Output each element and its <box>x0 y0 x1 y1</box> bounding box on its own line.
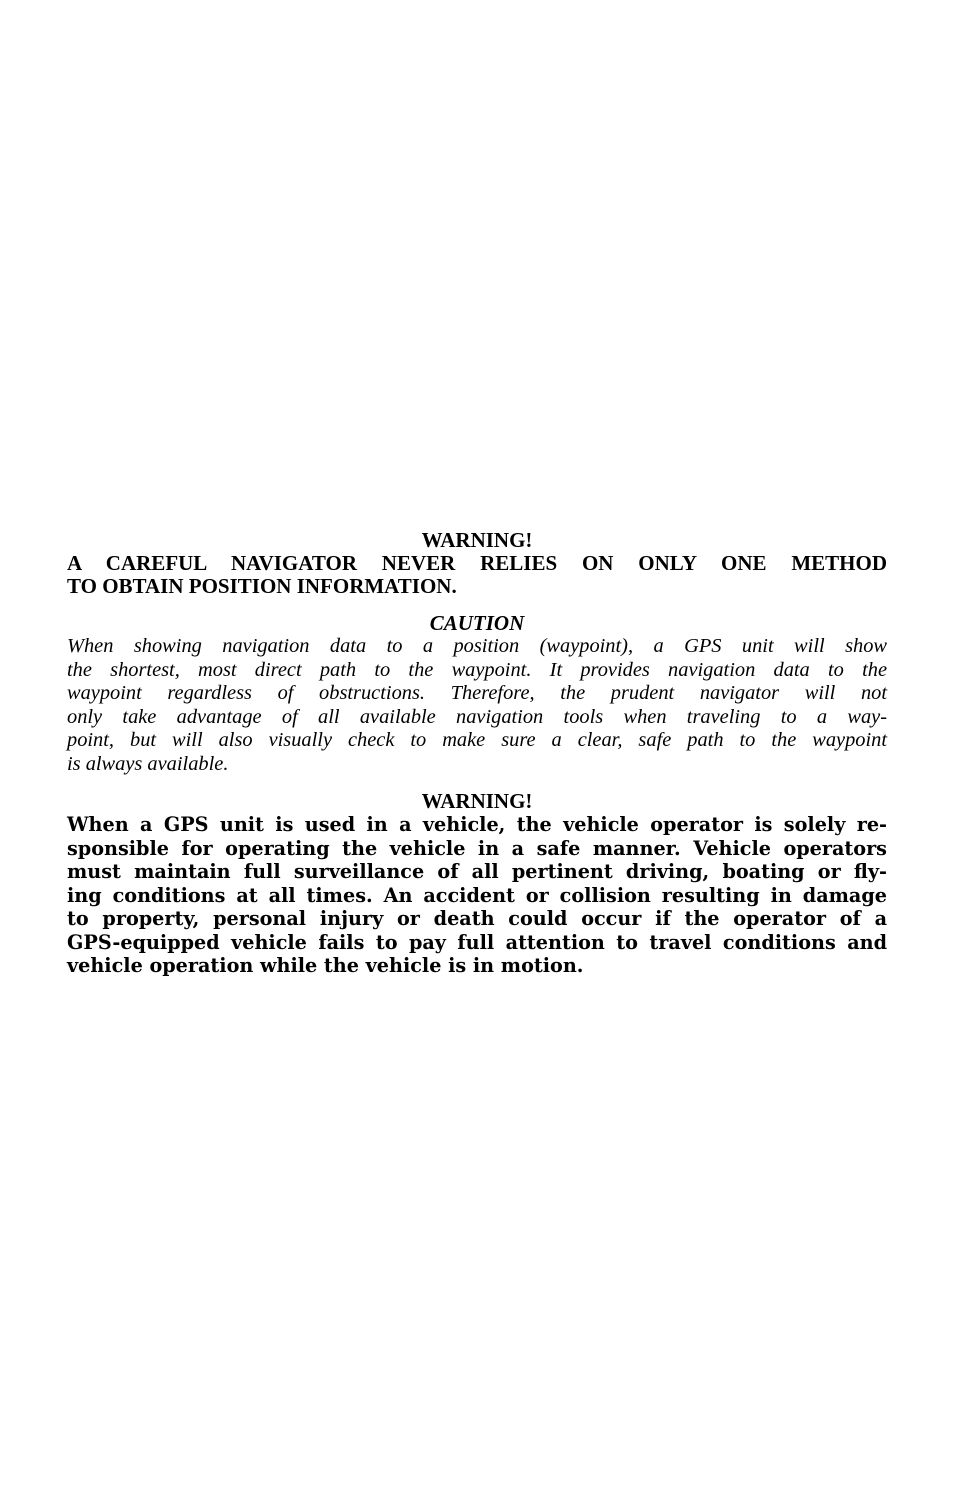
caution-text-line: only take advantage of all available navigation tools when traveling to a way- <box>67 705 887 728</box>
warning-block-vehicle <box>67 790 887 978</box>
caution-text-line: point, but will also visually check to make sure a clear, safe path to the waypoint <box>67 729 887 751</box>
warning-text-line: GPS-equipped vehicle fails to pay full attention to travel conditions and <box>67 930 887 954</box>
warning-text-line: When a GPS unit is used in a vehicle, the vehicle operator is solely re- <box>67 813 887 836</box>
warning-text-line: must maintain full surveillance of all pertinent driving, boating or fly- <box>67 860 887 883</box>
notice-content <box>67 529 887 978</box>
warning-heading: WARNING! <box>421 528 533 552</box>
warning-text-line: ing conditions at all times. An accident or collision resulting in damage <box>67 883 887 907</box>
caution-heading: CAUTION <box>429 611 525 635</box>
caution-text-line: is always available. <box>67 752 229 775</box>
warning-text-line: vehicle operation while the vehicle is in motion. <box>67 954 584 977</box>
warning-text-line: A CAREFUL NAVIGATOR NEVER RELIES ON ONLY ONE METHOD <box>67 551 887 575</box>
caution-text-line: When showing navigation data to a position (waypoint), a GPS unit will show <box>67 635 887 657</box>
warning-text-line: to property, personal injury or death could occur if the operator of a <box>67 907 887 930</box>
warning-text-line: TO OBTAIN POSITION INFORMATION. <box>67 574 457 598</box>
caution-text-line: the shortest, most direct path to the waypoint. It provides navigation data to the <box>67 658 887 681</box>
warning-block-navigation <box>67 529 887 598</box>
caution-block <box>67 612 887 776</box>
caution-text-line: waypoint regardless of obstructions. Therefore, the prudent navigator will not <box>67 682 887 704</box>
warning-heading: WARNING! <box>421 789 533 813</box>
warning-text-line: sponsible for operating the vehicle in a safe manner. Vehicle operators <box>67 836 887 860</box>
